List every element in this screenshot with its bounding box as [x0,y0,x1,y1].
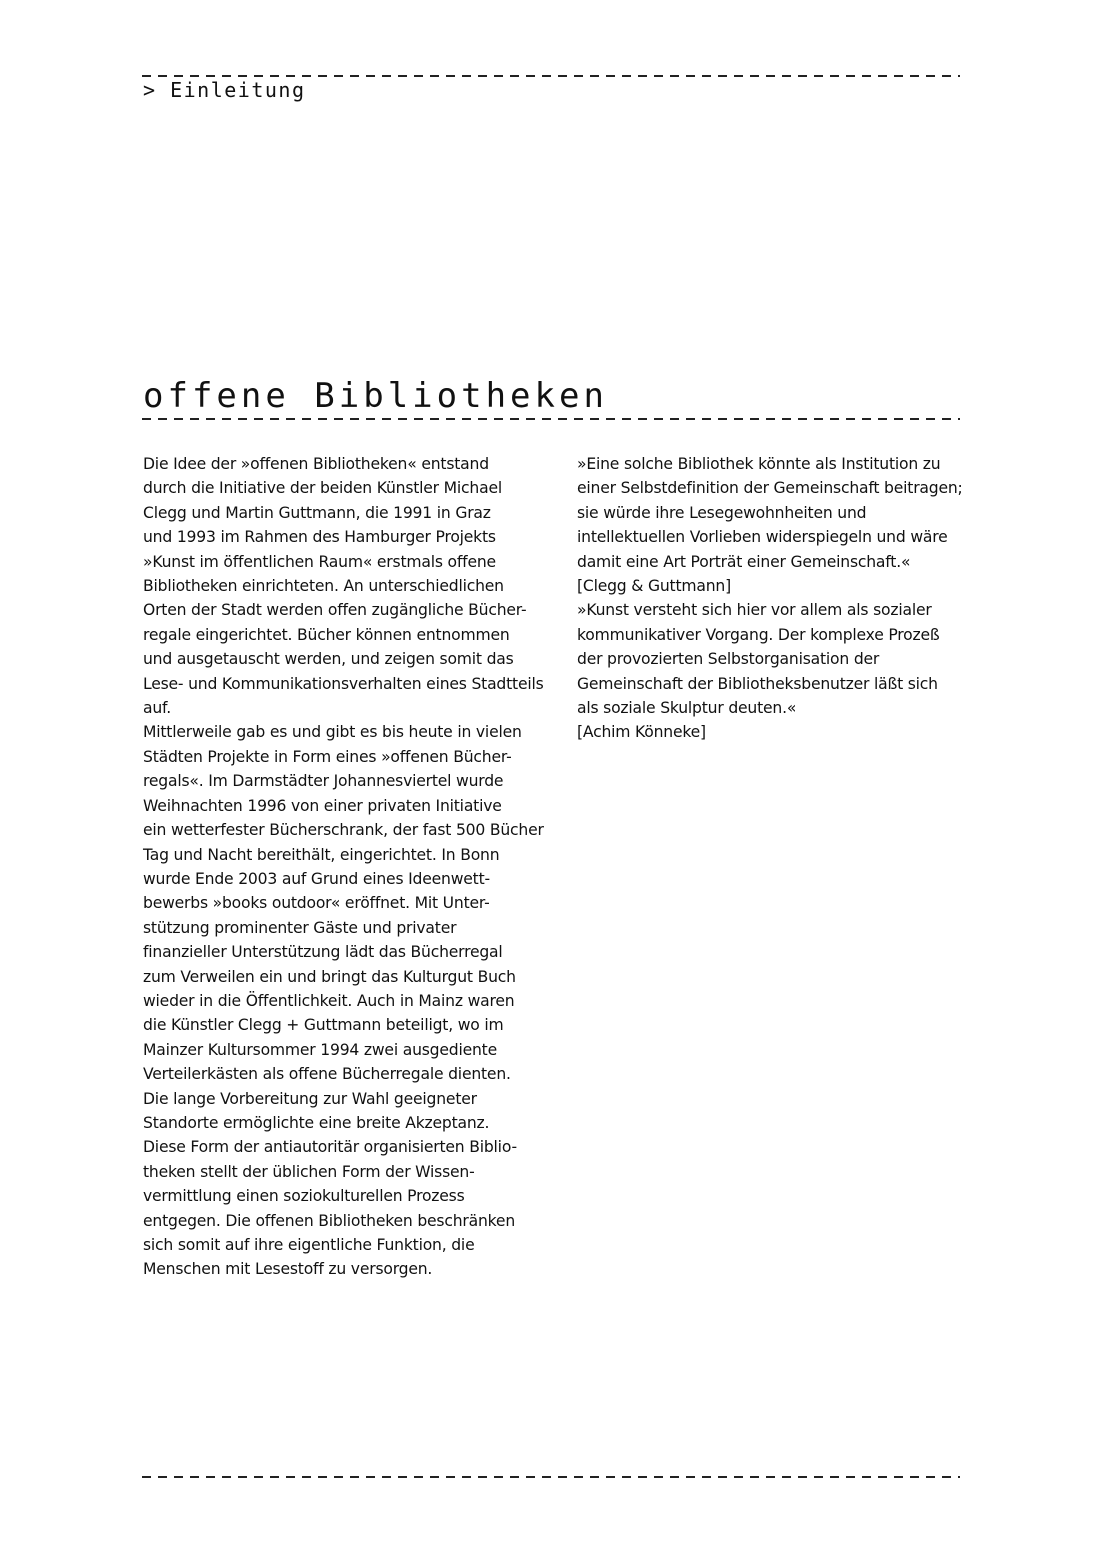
body-text-line: Standorte ermöglichte eine breite Akzeptanz. [143,1113,490,1132]
body-text-line: Mainzer Kultursommer 1994 zwei ausgediente [143,1040,497,1059]
body-text-line: Menschen mit Lesestoff zu versorgen. [143,1260,433,1279]
body-text-line: Orten der Stadt werden offen zugängliche Bücher- [143,601,527,620]
body-text-line: wurde Ende 2003 auf Grund eines Ideenwett- [143,869,490,888]
body-text-line: Die Idee der »offenen Bibliotheken« entstand [143,455,489,473]
body-text-line: finanzieller Unterstützung lädt das Bücherregal [143,943,503,962]
body-text-line: Mittlerweile gab es und gibt es bis heute in vielen [143,723,522,742]
body-text-line: Clegg und Martin Guttmann, die 1991 in Graz [143,503,491,522]
quote-text-line: der provozierten Selbstorganisation der [577,650,880,669]
body-text-line: entgegen. Die offenen Bibliotheken beschränken [143,1211,516,1230]
body-text-line: Weihnachten 1996 von einer privaten Initiative [143,796,502,815]
left-column-text [143,452,543,1282]
body-text-line: Diese Form der antiautoritär organisierten Biblio- [143,1138,517,1157]
body-text-line: stützung prominenter Gäste und privater [143,918,457,937]
quote-text-line: »Eine solche Bibliothek könnte als Institution zu [577,455,941,473]
quote-text-line: Gemeinschaft der Bibliotheksbenutzer läßt sich [577,674,938,693]
body-text-line: wieder in die Öffentlichkeit. Auch in Mainz waren [143,991,515,1010]
body-text-line: Die lange Vorbereitung zur Wahl geeigneter [143,1089,477,1108]
body-text-line: und 1993 im Rahmen des Hamburger Projekts [143,528,496,547]
body-text-line: bewerbs »books outdoor« eröffnet. Mit Unter- [143,894,490,913]
quote-text-line: [Achim Könneke] [577,723,706,742]
body-text-line: Lese- und Kommunikationsverhalten eines Stadtteils [143,674,544,693]
section-label: > Einleitung [143,78,306,102]
body-text-line: auf. [143,699,171,718]
quote-text-line: intellektuellen Vorlieben widerspiegeln und wäre [577,528,948,547]
body-text-line: und ausgetauscht werden, und zeigen somit das [143,650,514,669]
quote-text-line: [Clegg & Guttmann] [577,577,731,596]
quote-text-line: kommunikativer Vorgang. Der komplexe Prozeß [577,625,940,644]
body-text-line: Tag und Nacht bereithält, eingerichtet. In Bonn [143,845,500,864]
footer-divider [142,1476,960,1478]
quote-text-line: als soziale Skulptur deuten.« [577,699,797,718]
page-title: offene Bibliotheken [143,376,608,416]
body-text-line: »Kunst im öffentlichen Raum« erstmals offene [143,552,496,571]
body-text-line: regale eingerichtet. Bücher können entnommen [143,625,510,644]
body-text-line: die Künstler Clegg + Guttmann beteiligt, wo im [143,1016,504,1035]
title-divider [142,418,960,420]
quote-text-line: damit eine Art Porträt einer Gemeinschaft.« [577,552,911,571]
body-text-line: Verteilerkästen als offene Bücherregale dienten. [143,1065,511,1084]
body-text-line: ein wetterfester Bücherschrank, der fast 500 Bücher [143,821,544,840]
body-text-line: sich somit auf ihre eigentliche Funktion, die [143,1236,475,1254]
quote-text-line: sie würde ihre Lesegewohnheiten und [577,503,867,522]
body-text-line: Bibliotheken einrichteten. An unterschiedlichen [143,577,504,596]
body-text-line: durch die Initiative der beiden Künstler Michael [143,479,502,498]
quote-text-line: »Kunst versteht sich hier vor allem als sozialer [577,601,932,620]
right-column-quotes [577,452,977,745]
body-text-line: regals«. Im Darmstädter Johannesviertel wurde [143,772,504,791]
header-divider [142,75,960,77]
quote-text-line: einer Selbstdefinition der Gemeinschaft beitragen; [577,479,963,498]
body-text-line: vermittlung einen soziokulturellen Prozess [143,1187,465,1206]
body-text-line: Städten Projekte in Form eines »offenen Bücher- [143,747,512,766]
body-text-line: theken stellt der üblichen Form der Wissen- [143,1162,475,1181]
body-text-line: zum Verweilen ein und bringt das Kulturgut Buch [143,967,516,986]
